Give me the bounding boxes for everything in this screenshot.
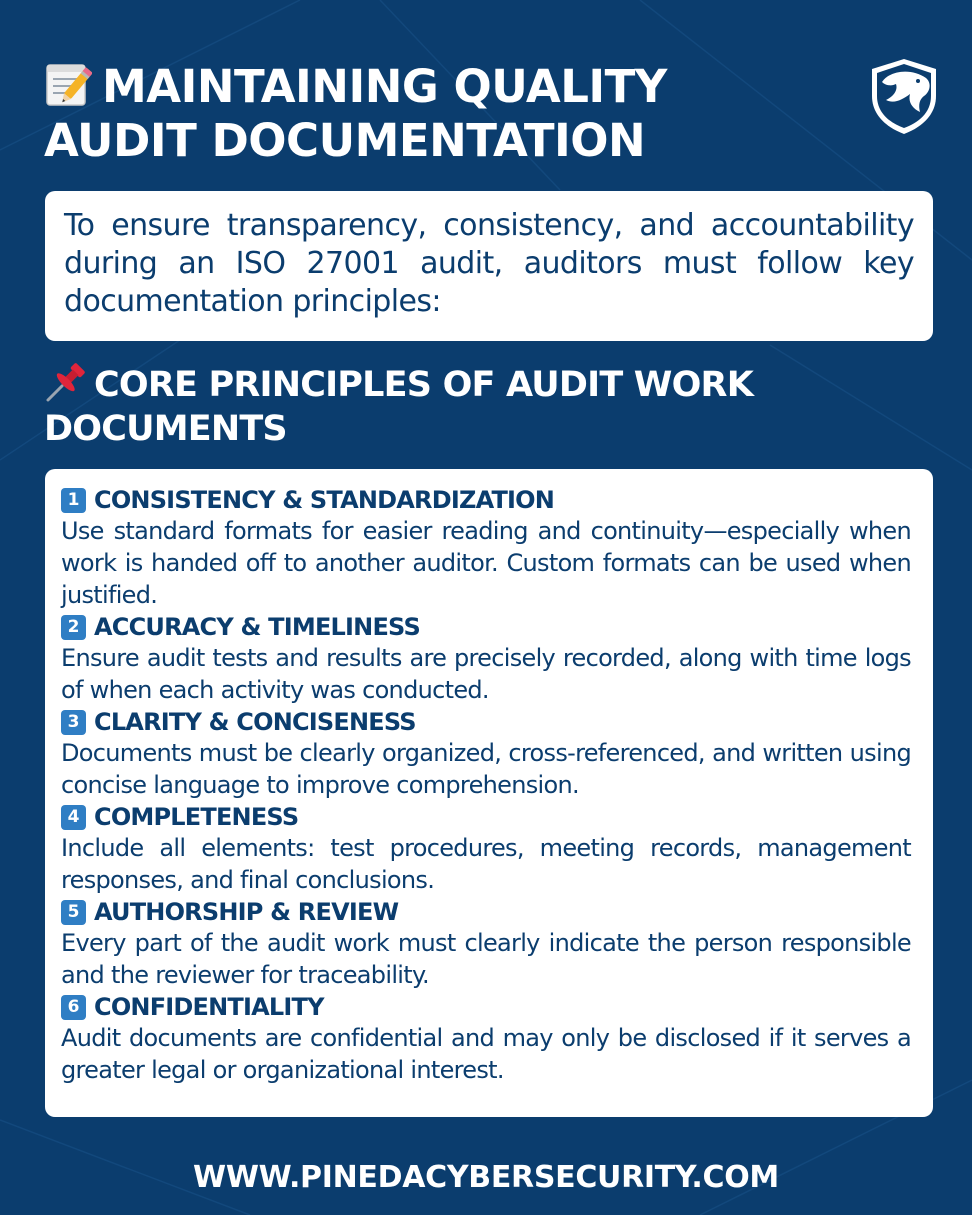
section-heading-text: CORE PRINCIPLES OF AUDIT WORK DOCUMENTS bbox=[44, 365, 754, 449]
number-badge: 5 bbox=[61, 900, 86, 925]
intro-text: To ensure transparency, consistency, and accountability during an ISO 27001 audit, auditors must follow key documentation principles: bbox=[64, 208, 914, 319]
principle-title bbox=[61, 612, 911, 642]
section-heading bbox=[44, 360, 904, 451]
number-badge: 1 bbox=[61, 488, 86, 513]
principle-title-text: CONFIDENTIALITY bbox=[94, 993, 324, 1021]
principle-title-text: COMPLETENESS bbox=[94, 803, 299, 831]
principle-description: Include all elements: test procedures, meeting records, management responses, and final conclusions. bbox=[61, 834, 911, 894]
number-badge: 2 bbox=[61, 615, 86, 640]
principle-title-text: AUTHORSHIP & REVIEW bbox=[94, 898, 399, 926]
eagle-shield-logo bbox=[868, 56, 940, 136]
footer-website-url: WWW.PINEDACYBERSECURITY.COM bbox=[193, 1160, 779, 1195]
page-title bbox=[44, 60, 824, 168]
principle-title-text: ACCURACY & TIMELINESS bbox=[94, 613, 420, 641]
principle-title bbox=[61, 802, 911, 832]
principle-title bbox=[61, 897, 911, 927]
principle-title bbox=[61, 485, 911, 515]
principle-item bbox=[61, 992, 911, 1086]
principle-item bbox=[61, 612, 911, 706]
pushpin-icon bbox=[44, 360, 88, 404]
principle-description: Every part of the audit work must clearly indicate the person responsible and the reviewer for traceability. bbox=[61, 929, 911, 989]
principle-description: Ensure audit tests and results are precisely recorded, along with time logs of when each activity was conducted. bbox=[61, 644, 911, 704]
memo-pencil-icon bbox=[44, 60, 92, 108]
principle-item bbox=[61, 897, 911, 991]
principle-description: Documents must be clearly organized, cross-referenced, and written using concise language to improve comprehension. bbox=[61, 739, 911, 799]
principle-description: Use standard formats for easier reading and continuity—especially when work is handed off to another auditor. Custom formats can be used when justified. bbox=[61, 517, 911, 609]
principles-panel bbox=[45, 469, 933, 1117]
number-badge: 4 bbox=[61, 805, 86, 830]
principle-title bbox=[61, 992, 911, 1022]
number-badge: 6 bbox=[61, 995, 86, 1020]
principle-title-text: CLARITY & CONCISENESS bbox=[94, 708, 416, 736]
title-line-1: MAINTAINING QUALITY bbox=[102, 60, 667, 113]
principle-item bbox=[61, 802, 911, 896]
principle-description: Audit documents are confidential and may only be disclosed if it serves a greater legal or organizational interest. bbox=[61, 1024, 911, 1084]
principle-item bbox=[61, 707, 911, 801]
principle-title-text: CONSISTENCY & STANDARDIZATION bbox=[94, 486, 555, 514]
number-badge: 3 bbox=[61, 710, 86, 735]
title-line-2: AUDIT DOCUMENTATION bbox=[44, 114, 646, 167]
intro-panel bbox=[45, 191, 933, 341]
principle-item bbox=[61, 485, 911, 611]
principle-title bbox=[61, 707, 911, 737]
